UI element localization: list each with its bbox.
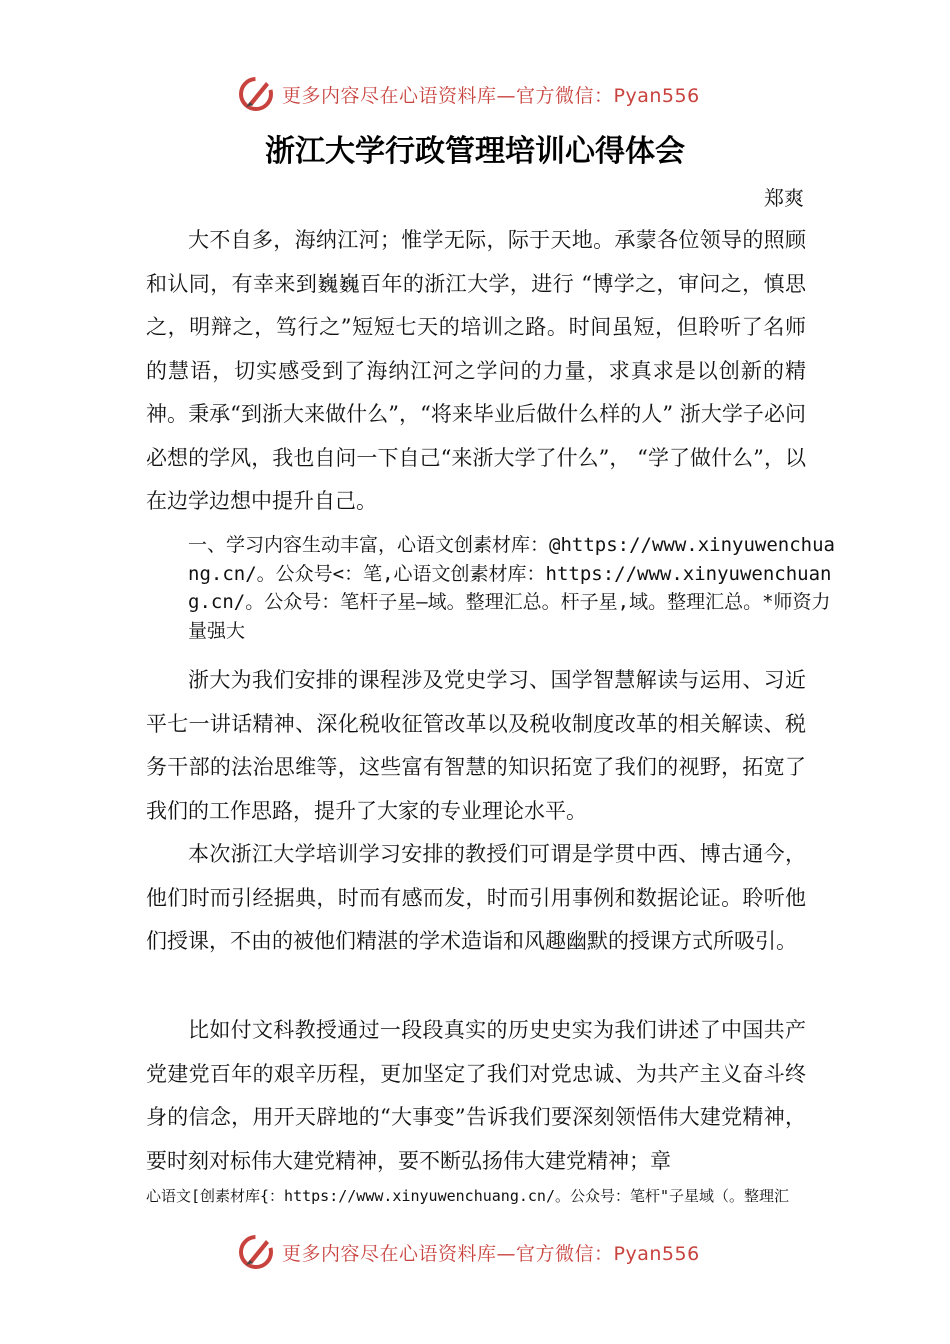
paragraph-section-heading: 一、学习内容生动丰富，心语文创素材库：@https://www.xinyuwenchuang.cn/。公众号<：笔,心语文创素材库：https://www.xinyuwenchuang.cn/。公众号：笔杆子星—域。整理汇总。杆子星,域。整理汇总。*师资力量强大 bbox=[188, 534, 835, 642]
header-banner bbox=[236, 72, 700, 116]
paragraph-intro: 大不自多，海纳江河；惟学无际，际于天地。承蒙各位领导的照顾和认同，有幸来到巍巍百年的浙江大学，进行 “博学之，审问之，慎思之，明辩之，笃行之”短短七天的培训之路。时间虽短，但聆听了名师的慧语，切实感受到了海纳江河之学问的力量，求真求是以创新的精神。秉承“到浙大来做什么”，“将来毕业后做什么样的人” 浙大学子必问必想的学风，我也自问一下自己“来浙大学了什么”， “学了做什么”，以在边学边想中提升自己。 bbox=[146, 228, 806, 513]
paragraph-example: 比如付文科教授通过一段段真实的历史史实为我们讲述了中国共产党建党百年的艰辛历程，更加坚定了我们对党忠诚、为共产主义奋斗终身的信念，用开天辟地的“大事变”告诉我们要深刻领悟伟大建党精神，要时刻对标伟大建党精神，要不断弘扬伟大建党精神；章 bbox=[146, 1018, 806, 1173]
brush-circle-logo-icon bbox=[236, 1232, 276, 1272]
author-name: 郑爽 bbox=[764, 186, 804, 210]
document-title: 浙江大学行政管理培训心得体会 bbox=[265, 134, 685, 169]
footer-note: 心语文[创素材库{：https://www.xinyuwenchuang.cn/。公众号：笔杆"子星域（。整理汇 bbox=[146, 1187, 790, 1205]
paragraph-courses: 浙大为我们安排的课程涉及党史学习、国学智慧解读与运用、习近平七一讲话精神、深化税收征管改革以及税收制度改革的相关解读、税务干部的法治思维等，这些富有智慧的知识拓宽了我们的视野，拓宽了我们的工作思路，提升了大家的专业理论水平。 bbox=[146, 668, 806, 823]
banner-text: 更多内容尽在心语资料库—官方微信：Pyan556 bbox=[282, 1242, 700, 1265]
brush-circle-logo-icon bbox=[236, 74, 276, 114]
banner-text: 更多内容尽在心语资料库—官方微信：Pyan556 bbox=[282, 84, 700, 107]
paragraph-professors: 本次浙江大学培训学习安排的教授们可谓是学贯中西、博古通今，他们时而引经据典，时而有感而发，时而引用事例和数据论证。聆听他们授课，不由的被他们精湛的学术造诣和风趣幽默的授课方式所吸引。 bbox=[146, 842, 806, 953]
footer-banner bbox=[236, 1230, 700, 1274]
